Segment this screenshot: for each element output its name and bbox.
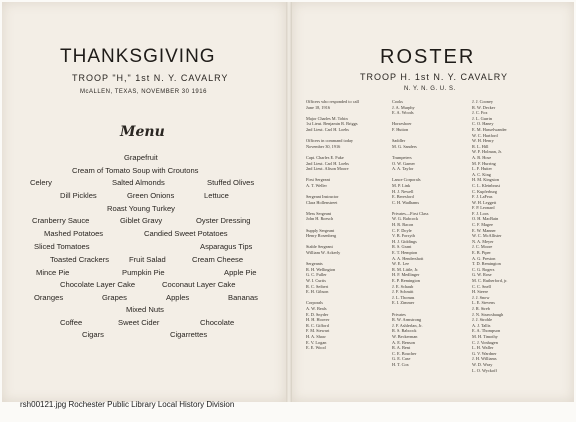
roster-column-officers xyxy=(306,99,359,351)
roster-line: R. S. Grant xyxy=(392,244,412,250)
roster-line: Officers who responded to call xyxy=(306,99,359,104)
menu-item: Apple Pie xyxy=(224,268,257,277)
roster-line: 2nd Lieut. Alison Moore xyxy=(306,166,349,172)
roster-line: W. E. Lee xyxy=(392,261,410,267)
roster-line: E. M. Hasselwander xyxy=(472,126,507,132)
roster-line: E. E. Wood xyxy=(306,345,326,351)
menu-item: Chocolate xyxy=(200,318,235,327)
roster-line: M. C. Rutherford, jr. xyxy=(472,278,508,283)
roster-line: J. L. Thomas xyxy=(392,294,415,300)
roster-line: H. T. Cox xyxy=(392,361,409,367)
roster-line: 2nd Lieut. Carl H. Loebs xyxy=(306,126,349,132)
roster-page xyxy=(292,2,574,402)
roster-line: C. O. Haney xyxy=(472,121,494,127)
roster-line: John H. Roesch xyxy=(306,216,334,222)
roster-line: Mess Sergeant xyxy=(306,210,332,216)
menu-item: Apples xyxy=(166,293,190,302)
roster-line: H. A. Shaw xyxy=(306,333,326,339)
roster-line: 1st Lieut. Benjamin R. Briggs xyxy=(306,121,358,127)
roster-line: F. Hutton xyxy=(392,126,409,132)
roster-line: M. P. Link xyxy=(392,182,411,188)
roster-line: J. J. Cooney xyxy=(472,99,494,104)
menu-title: THANKSGIVING xyxy=(60,46,216,67)
roster-line: H. F. Medlinger xyxy=(392,272,420,278)
menu-item: Bananas xyxy=(228,293,258,302)
roster-line: E. Beresford xyxy=(392,194,414,200)
roster-line: R. L. Hill xyxy=(472,143,489,149)
menu-item: Cigarrettes xyxy=(170,330,208,339)
menu-item: Celery xyxy=(30,178,52,187)
roster-line: Trumpeters xyxy=(392,154,412,160)
roster-line: Clara Hollenstreet xyxy=(306,199,338,205)
roster-line: E. V. Logan xyxy=(306,339,327,345)
menu-item: Dill Pickles xyxy=(60,191,97,200)
roster-line: Corporals xyxy=(306,300,323,306)
roster-line: C. E. Boucher xyxy=(392,350,417,356)
roster-line: First Sergeant xyxy=(306,177,330,183)
roster-line: H. Steere xyxy=(472,289,488,295)
roster-line: J. L. Gurrin xyxy=(472,115,493,121)
roster-line: C. H. Wadhams xyxy=(392,199,420,205)
roster-line: O. W. Garner xyxy=(392,160,415,166)
roster-line: M. H. Timothy xyxy=(472,333,498,339)
menu-item: Mixed Nuts xyxy=(126,305,164,314)
roster-line: J. H. Williams xyxy=(472,356,497,362)
roster-line: E. H. Gibson xyxy=(306,289,329,295)
roster-title: ROSTER xyxy=(380,46,476,68)
roster-line: A. B. Hose xyxy=(472,154,492,160)
menu-item: Asparagus Tips xyxy=(200,242,253,251)
roster-column-enlisted xyxy=(392,99,428,368)
menu-item: Cream of Tomato Soup with Croutons xyxy=(72,166,199,175)
roster-line: L. E. Stevens xyxy=(472,300,495,306)
roster-line: W. D. Wray xyxy=(472,361,493,367)
roster-line: E. P. Remington xyxy=(392,278,420,283)
roster-line: H. R. Bacon xyxy=(392,222,414,228)
roster-line: A. A. Taylor xyxy=(392,166,414,172)
roster-line: W. C. McAllister xyxy=(472,233,502,239)
roster-line: F. P. Leonard xyxy=(472,205,495,211)
roster-line: E. B. Piper xyxy=(472,250,491,256)
roster-line: W. F. Holman, Jr. xyxy=(472,149,502,155)
archive-caption: rsh00121.jpg Rochester Public Library Local History Division xyxy=(20,400,235,409)
roster-line: William W. Ackerly xyxy=(306,250,341,256)
roster-line: R. M. Little, Jr. xyxy=(392,266,419,272)
menu-item: Coconaut Layer Cake xyxy=(162,280,236,289)
menu-item: Mince Pie xyxy=(36,268,70,277)
menu-item: Grapes xyxy=(102,293,127,302)
roster-line: M. F. Hurring xyxy=(472,160,496,166)
roster-line: November 30, 1916 xyxy=(306,143,341,149)
roster-line: G. C. Fuller xyxy=(306,272,327,278)
roster-line: C. Kupferburg xyxy=(472,188,497,194)
roster-line: L. H. Waller xyxy=(472,345,494,351)
roster-line: Privates—First Class xyxy=(392,210,429,216)
roster-line: Sergeants xyxy=(306,261,323,267)
roster-line: A. T. Weller xyxy=(306,182,327,188)
roster-line: W. Beckerman xyxy=(392,333,418,339)
roster-line: R. W. Decker xyxy=(472,104,496,110)
roster-line: Sergeant Instructor xyxy=(306,194,339,200)
menu-item: Chocolate Layer Cake xyxy=(60,280,136,289)
menu-item: Toasted Crackers xyxy=(50,255,110,264)
roster-line: Privates xyxy=(392,311,406,317)
roster-line: E. A. Thompson xyxy=(472,328,501,334)
menu-item: Sweet Cider xyxy=(118,318,160,327)
roster-troop: TROOP H. 1st N. Y. CAVALRY xyxy=(360,72,509,82)
menu-item: Giblet Gravy xyxy=(120,216,163,225)
menu-item: Coffee xyxy=(60,318,83,327)
roster-line: W. H. Leggett xyxy=(472,199,497,205)
menu-item: Mashed Potatoes xyxy=(44,229,104,238)
roster-line: W. C. Hartford xyxy=(472,132,498,138)
roster-line: A. E. Benson xyxy=(392,339,415,345)
roster-line: H. J. Giddings xyxy=(392,238,417,244)
menu-item: Green Onions xyxy=(127,191,175,200)
roster-line: A. A. Hendershott xyxy=(392,255,424,261)
roster-line: C. C. Snell xyxy=(472,283,491,289)
roster-line: Saddler xyxy=(392,138,406,144)
roster-line: E. W. Manner xyxy=(472,227,496,233)
roster-line: F. M. Stewart xyxy=(306,328,330,334)
roster-line: O. H. MacBain xyxy=(472,216,499,222)
roster-line: C. L. Kleinbrust xyxy=(472,182,500,188)
roster-line: A. W. Beals xyxy=(306,305,327,311)
roster-line: Horseshoer xyxy=(392,121,412,127)
roster-line: J. N. Strawsbaugh xyxy=(472,311,504,317)
roster-line: T. D. Remington xyxy=(472,261,501,267)
roster-line: E. I. Zimmer xyxy=(392,300,415,306)
roster-line: W. I. Curtis xyxy=(306,278,326,283)
roster-line: F. J. Loos xyxy=(472,210,489,216)
roster-line: 2nd Lieut. Carl H. Loebs xyxy=(306,160,349,166)
roster-line: June 18, 1916 xyxy=(306,104,330,110)
menu-troop: TROOP "H," 1st N. Y. CAVALRY xyxy=(72,73,229,83)
roster-line: L. F. Hutter xyxy=(472,166,492,172)
roster-line: G. W. Rose xyxy=(472,272,492,278)
roster-line: J. F. Schmitt xyxy=(392,289,414,295)
menu-item: Stuffed Olives xyxy=(207,178,255,187)
roster-line: Supply Sergeant xyxy=(306,227,335,233)
menu-page xyxy=(2,2,286,402)
roster-line: W. H. Henry xyxy=(472,138,494,144)
roster-line: R. C. Seibert xyxy=(306,283,329,289)
roster-line: A. J. Tallis xyxy=(472,322,491,328)
menu-item: Sliced Tomatoes xyxy=(34,242,90,251)
roster-line: J. C. Fox xyxy=(472,110,488,116)
roster-column-privates xyxy=(472,99,507,373)
roster-line: V. B. Forsyth xyxy=(392,233,415,239)
menu-item: Cigars xyxy=(82,330,104,339)
roster-line: H. M. Kingston xyxy=(472,177,499,183)
roster-line: R. W. Armstrong xyxy=(392,317,422,323)
roster-line: W. G. Babcock xyxy=(392,216,419,222)
roster-line: G. V. Wardner xyxy=(472,350,497,356)
menu-item: Grapefruit xyxy=(124,153,158,162)
roster-line: E. D. Snyder xyxy=(306,311,329,317)
roster-line: C. G. Rogers xyxy=(472,266,495,272)
menu-item: Salted Almonds xyxy=(112,178,165,187)
roster-org: N. Y. N. G. U. S. xyxy=(404,86,456,92)
menu-item: Fruit Salad xyxy=(129,255,166,264)
roster-line: J. J. Strohle xyxy=(472,317,493,323)
roster-line: A. C. King xyxy=(472,171,491,177)
menu-place-date: McALLEN, TEXAS, NOVEMBER 30 1916 xyxy=(80,89,207,95)
menu-item: Pumpkin Pie xyxy=(122,268,165,277)
roster-line: F. J. LaFeas xyxy=(472,194,493,200)
roster-line: J. C. Moore xyxy=(472,244,493,250)
roster-line: J. E. Schaub xyxy=(392,283,414,289)
menu-item: Oranges xyxy=(34,293,64,302)
roster-line: E. A. Woods xyxy=(392,110,414,116)
roster-line: C. J. Vonhagen xyxy=(472,339,498,345)
roster-line: R. A. Bent xyxy=(392,345,411,351)
roster-line: E. T. Hempton xyxy=(392,250,418,256)
roster-line: R. C. Gifford xyxy=(306,322,329,328)
roster-line: M. G. Sanders xyxy=(392,143,417,149)
menu-item: Oyster Dressing xyxy=(196,216,251,225)
menu-item: Roast Young Turkey xyxy=(107,204,175,213)
roster-line: C. F. Magee xyxy=(472,222,493,228)
roster-line: J. F. Ashlerlan, Jr. xyxy=(392,322,423,328)
menu-item: Candied Sweet Potatoes xyxy=(144,229,228,238)
roster-line: Lance Corporals xyxy=(392,177,421,183)
roster-line: R. H. Wellington xyxy=(306,266,336,272)
menu-item: Lettuce xyxy=(204,191,229,200)
roster-line: G. E. Case xyxy=(392,356,411,362)
roster-line: J. R. Streb xyxy=(472,305,490,311)
roster-line: H. H. Hoover xyxy=(306,317,330,323)
roster-line: Cooks xyxy=(392,99,403,104)
roster-line: Henry Rosenberg xyxy=(306,233,337,239)
menu-item: Cream Cheese xyxy=(192,255,244,264)
roster-line: J. J. Snow xyxy=(472,294,490,300)
roster-line: A. G. Preston xyxy=(472,255,496,261)
roster-line: C. F. Doyle xyxy=(392,227,412,233)
roster-line: Officers in command today xyxy=(306,138,354,144)
menu-item: Cranberry Sauce xyxy=(32,216,90,225)
roster-line: J. A. Murphy xyxy=(392,104,415,110)
roster-line: R. S. Babcock xyxy=(392,328,417,334)
roster-line: Capt. Charles E. Fuke xyxy=(306,154,344,160)
roster-line: Stable Sergeant xyxy=(306,244,333,250)
roster-line: Major Charles M. Tobin xyxy=(306,115,348,121)
menu-heading: Menu xyxy=(120,124,165,140)
roster-line: N. A. Meyer xyxy=(472,238,494,244)
roster-line: L. O. Wyckoff xyxy=(472,367,497,373)
roster-line: H. J. Newell xyxy=(392,188,414,194)
